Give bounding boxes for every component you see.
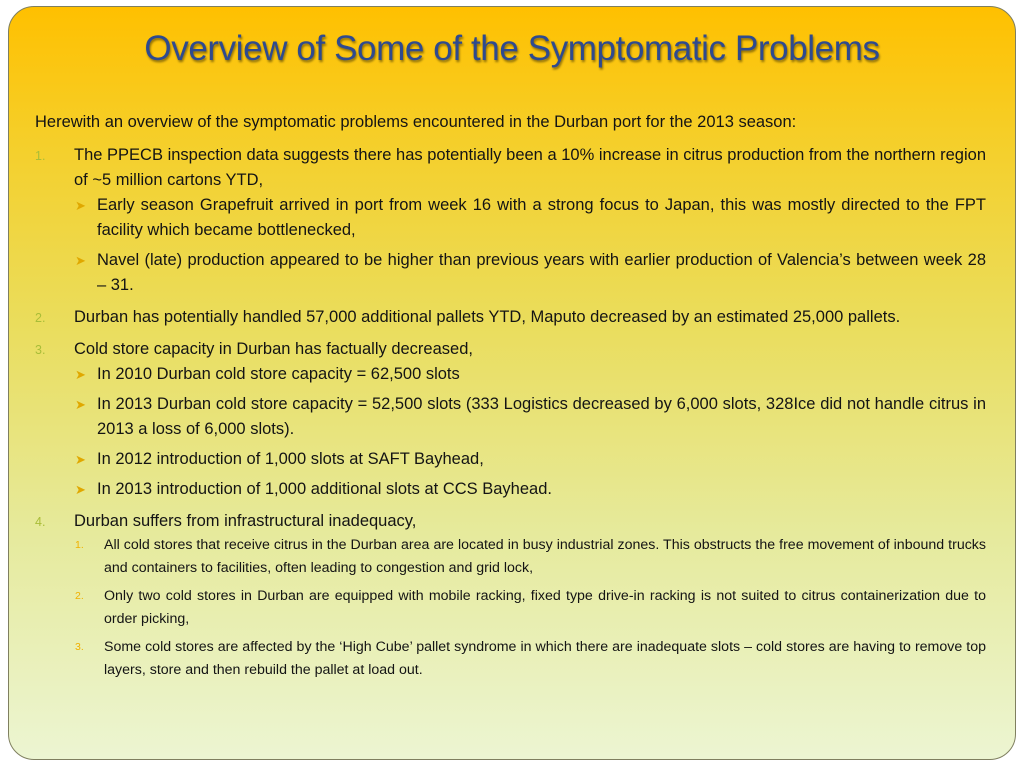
intro-text: Herewith an overview of the symptomatic problems encountered in the Durban port for the 2013 season: [35, 113, 797, 131]
arrow-bullet-icon: ➤ [75, 198, 86, 213]
sub-number: 3. [75, 641, 84, 653]
sub-numbered-item [35, 534, 986, 580]
arrow-bullet-icon: ➤ [75, 253, 86, 268]
list-item-text: The PPECB inspection data suggests there has potentially been a 10% increase in citrus production from the northern region of ~5 million cartons YTD, [74, 146, 986, 189]
sub-numbered-text: Only two cold stores in Durban are equipped with mobile racking, fixed type drive-in racking is not suited to citrus containerization due to order picking, [104, 588, 986, 627]
sub-bullet-text: In 2013 Durban cold store capacity = 52,500 slots (333 Logistics decreased by 6,000 slots, 328Ice did not handle citrus in 2013 a loss of 6,000 slots). [97, 395, 986, 438]
list-item-3 [35, 337, 986, 502]
list-item-text: Cold store capacity in Durban has factually decreased, [74, 340, 473, 358]
sub-bullet-text: Navel (late) production appeared to be higher than previous years with earlier production of Valencia’s between week 28 – 31. [97, 251, 986, 294]
list-item-2 [35, 305, 986, 330]
sub-number: 2. [75, 590, 84, 602]
arrow-bullet-icon: ➤ [75, 452, 86, 467]
list-item-1 [35, 143, 986, 298]
sub-bullet [35, 193, 986, 243]
sub-bullet-text: Early season Grapefruit arrived in port from week 16 with a strong focus to Japan, this was mostly directed to the FPT facility which became bottlenecked, [97, 196, 986, 239]
sub-bullet [35, 392, 986, 442]
sub-bullet-text: In 2010 Durban cold store capacity = 62,500 slots [97, 365, 460, 383]
list-number: 2. [35, 311, 46, 325]
sub-bullet [35, 248, 986, 298]
sub-number: 1. [75, 539, 84, 551]
list-number: 4. [35, 515, 46, 529]
sub-numbered-text: Some cold stores are affected by the ‘High Cube’ pallet syndrome in which there are inadequate slots – cold stores are having to remove top layers, store and then rebuild the pallet at load out. [104, 639, 986, 678]
arrow-bullet-icon: ➤ [75, 397, 86, 412]
list-item-text: Durban has potentially handled 57,000 additional pallets YTD, Maputo decreased by an estimated 25,000 pallets. [74, 308, 901, 326]
list-item-text: Durban suffers from infrastructural inadequacy, [74, 512, 417, 530]
sub-numbered-text: All cold stores that receive citrus in the Durban area are located in busy industrial zones. This obstructs the free movement of inbound trucks and containers to facilities, often leading to congestion and grid lock, [104, 537, 986, 576]
sub-bullet [35, 362, 986, 387]
sub-numbered-item [35, 636, 986, 682]
sub-bullet [35, 447, 986, 472]
list-item-4 [35, 509, 986, 682]
sub-numbered-item [35, 585, 986, 631]
sub-bullet [35, 477, 986, 502]
arrow-bullet-icon: ➤ [75, 367, 86, 382]
sub-bullet-text: In 2013 introduction of 1,000 additional slots at CCS Bayhead. [97, 480, 552, 498]
slide-content [35, 111, 986, 689]
list-number: 1. [35, 149, 46, 163]
slide-title: Overview of Some of the Symptomatic Problems [144, 29, 880, 68]
list-number: 3. [35, 343, 46, 357]
sub-bullet-text: In 2012 introduction of 1,000 slots at SAFT Bayhead, [97, 450, 484, 468]
arrow-bullet-icon: ➤ [75, 482, 86, 497]
slide [8, 6, 1016, 760]
